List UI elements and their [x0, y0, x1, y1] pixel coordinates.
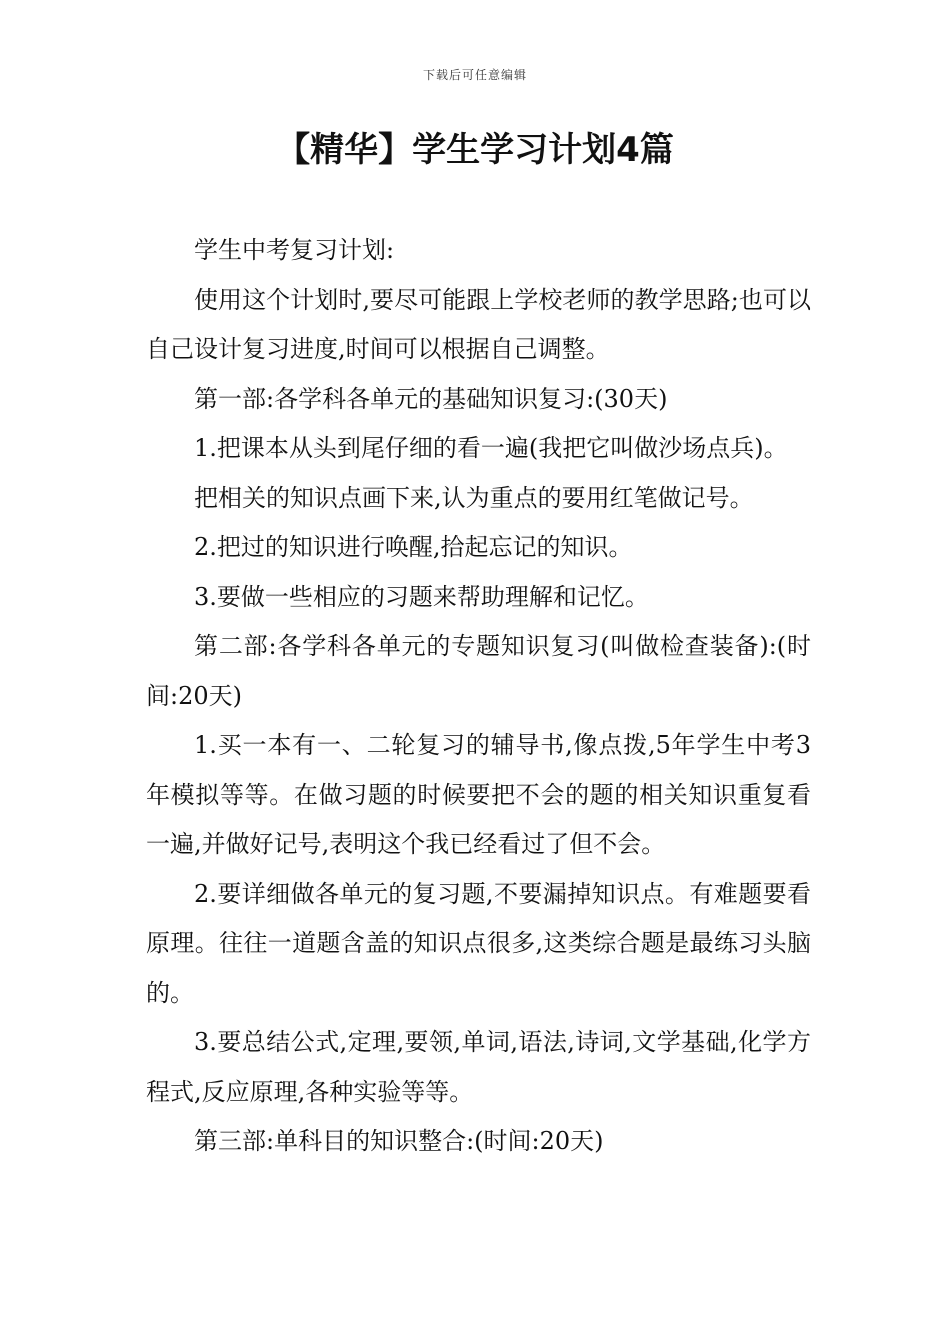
paragraph-intro: 学生中考复习计划:	[194, 236, 395, 264]
paragraph-part1-step2: 2.把过的知识进行唤醒,拾起忘记的知识。	[194, 533, 633, 561]
paragraph-part1-heading: 第一部:各学科各单元的基础知识复习:(30天)	[194, 384, 668, 413]
paragraph-part2-step3: 3.要总结公式,定理,要领,单词,语法,诗词,文学基础,化学方程式,反应原理,各种实验等等。	[146, 1028, 811, 1106]
paragraph-part3-heading: 第三部:单科目的知识整合:(时间:20天)	[194, 1127, 604, 1155]
paragraph-part2-heading: 第二部:各学科各单元的专题知识复习(叫做检查装备):(时间:20天)	[146, 632, 811, 710]
paragraph-usage: 使用这个计划时,要尽可能跟上学校老师的教学思路;也可以自己设计复习进度,时间可以根据自己调整。	[146, 285, 811, 363]
document-title: 【精华】学生学习计划4篇	[276, 130, 674, 170]
paragraph-part1-step1: 1.把课本从头到尾仔细的看一遍(我把它叫做沙场点兵)。	[194, 434, 788, 462]
paragraph-part2-step1: 1.买一本有一、二轮复习的辅导书,像点拨,5年学生中考3年模拟等等。在做习题的时候要把不会的题的相关知识重复看一遍,并做好记号,表明这个我已经看过了但不会。	[146, 731, 811, 858]
paragraph-part2-step2: 2.要详细做各单元的复习题,不要漏掉知识点。有难题要看原理。往往一道题含盖的知识点很多,这类综合题是最练习头脑的。	[146, 879, 811, 1007]
paragraph-part1-step3: 3.要做一些相应的习题来帮助理解和记忆。	[194, 582, 649, 611]
document-body	[146, 226, 811, 1167]
header-note: 下载后可任意编辑	[422, 68, 527, 82]
paragraph-part1-note: 把相关的知识点画下来,认为重点的要用红笔做记号。	[194, 483, 754, 512]
